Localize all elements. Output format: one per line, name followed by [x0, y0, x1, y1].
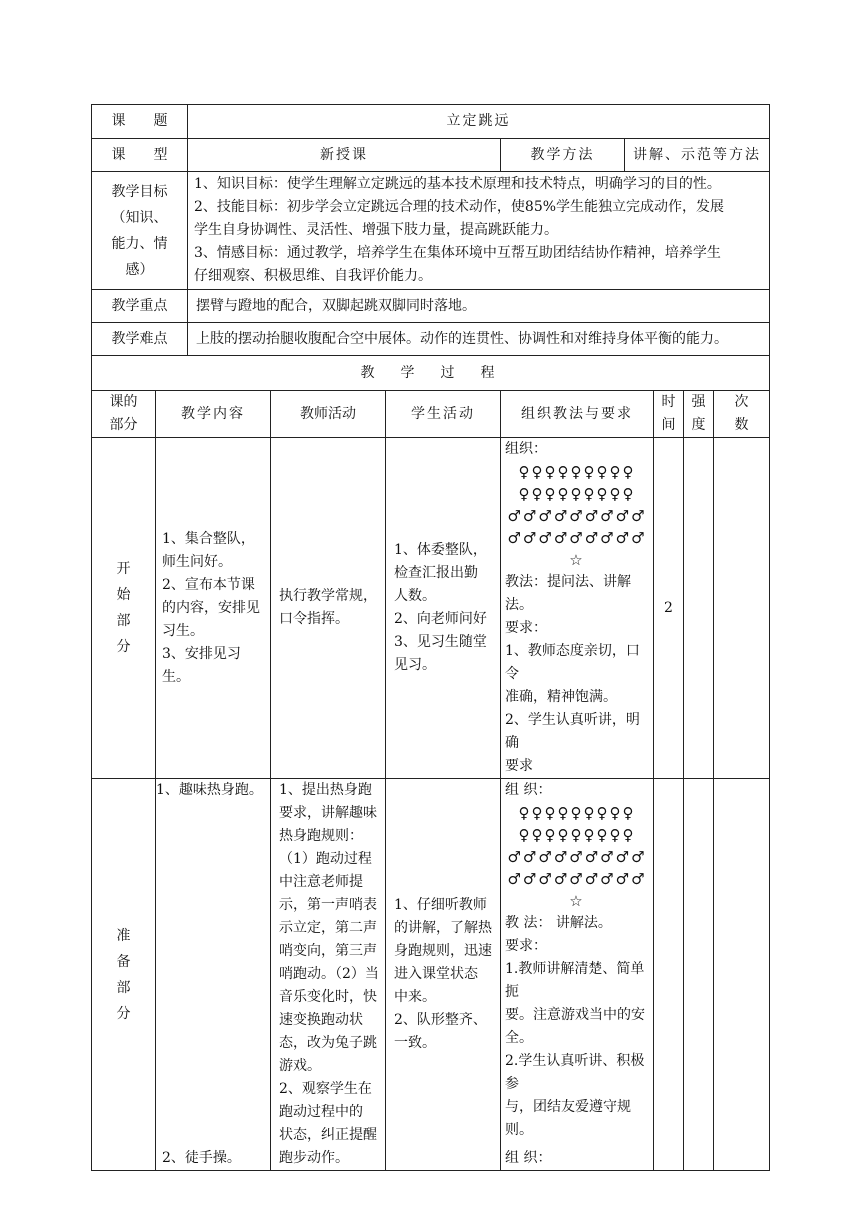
method-value: 讲解、示范等方法 [625, 139, 770, 172]
time-start: 2 [654, 438, 684, 779]
process-title-row [92, 356, 770, 391]
part-start: 开 始 部 分 [92, 438, 156, 779]
objectives-row [92, 172, 770, 290]
col-teacher-header: 教师活动 [271, 391, 386, 438]
objectives-text: 1、知识目标：使学生理解立定跳远的基本技术原理和技术特点，明确学习的目的性。 2、技能目标：初步学会立定跳远合理的技术动作，使85%学生能独立完成动作，发展 学生自身协调性、灵活性、增强下肢力量，提高跳跃能力。 3、情感目标：通过教学，培养学生在集体环境中互帮互助团结结协作精神，培养学生 仔细观察、积极思维、自我评价能力。 [188, 172, 770, 290]
teacher-position-star: ☆ [569, 892, 585, 910]
col-time-header: 时 间 [654, 391, 684, 438]
org-prep: 组 织： ♀♀♀♀♀♀♀♀♀ ♀♀♀♀♀♀♀♀♀ ♂♂♂♂♂♂♂♂♂ ♂♂♂♂♂♂♂♂♂ ☆ 教 法： 讲解法。 要求： 1.教师讲解清楚、简单扼 要。注意游戏当中的安 全。 2.学生认真听讲、积极参 与，团结友爱遵守规则。 组 织： [501, 779, 654, 1171]
type-row [92, 139, 770, 172]
col-content-header: 教学内容 [156, 391, 271, 438]
formation-row: ♀♀♀♀♀♀♀♀♀ [518, 463, 636, 481]
intensity-start [684, 438, 714, 779]
formation-row: ♀♀♀♀♀♀♀♀♀ [518, 485, 636, 503]
process-title: 教 学 过 程 [92, 356, 770, 391]
column-header-row [92, 391, 770, 438]
key-point-value: 摆臂与蹬地的配合，双脚起跳双脚同时落地。 [188, 290, 770, 323]
lesson-plan-page [91, 104, 769, 1171]
method-label: 教学方法 [501, 139, 625, 172]
lesson-plan-table [91, 104, 770, 1171]
teacher-position-star: ☆ [569, 551, 585, 569]
content-prep: 1、趣味热身跑。 2、徒手操。 [156, 779, 271, 1171]
student-start: 1、体委整队， 检查汇报出勤 人数。 2、向老师问好 3、见习生随堂 见习。 [386, 438, 501, 779]
count-prep [714, 779, 770, 1171]
formation-row: ♂♂♂♂♂♂♂♂♂ [507, 870, 647, 888]
col-intensity-header: 强 度 [684, 391, 714, 438]
formation-row: ♂♂♂♂♂♂♂♂♂ [507, 848, 647, 866]
key-point-label: 教学重点 [92, 290, 188, 323]
col-student-header: 学生活动 [386, 391, 501, 438]
table-row [92, 779, 770, 1171]
objectives-label: 教学目标 （知识、 能力、情 感） [92, 172, 188, 290]
content-start: 1、集合整队， 师生问好。 2、宣布本节课 的内容，安排见 习生。 3、安排见习生。 [156, 438, 271, 779]
difficulty-value: 上肢的摆动抬腿收腹配合空中展体。动作的连贯性、协调性和对维持身体平衡的能力。 [188, 323, 770, 356]
difficulty-row [92, 323, 770, 356]
difficulty-label: 教学难点 [92, 323, 188, 356]
formation-row: ♀♀♀♀♀♀♀♀♀ [518, 804, 636, 822]
topic-label: 课 题 [92, 105, 188, 139]
type-value: 新授课 [188, 139, 501, 172]
org-start: 组织： ♀♀♀♀♀♀♀♀♀ ♀♀♀♀♀♀♀♀♀ ♂♂♂♂♂♂♂♂♂ ♂♂♂♂♂♂♂♂♂ ☆ 教法：提问法、讲解法。 要求： 1、教师态度亲切，口令 准确，精神饱满。 2、学生认真听讲，明确 要求 [501, 438, 654, 779]
count-start [714, 438, 770, 779]
key-point-row [92, 290, 770, 323]
time-prep [654, 779, 684, 1171]
teacher-prep: 1、提出热身跑 要求，讲解趣味 热身跑规则： （1）跑动过程 中注意老师提 示，第一声哨表 示立定，第二声 哨变向，第三声 哨跑动。（2）当 音乐变化时，快 速变换跑动状 态，改为兔子跳 游戏。 2、观察学生在 跑动过程中的 状态，纠正提醒 跑步动作。 [271, 779, 386, 1171]
type-label: 课 型 [92, 139, 188, 172]
col-part-header: 课的 部分 [92, 391, 156, 438]
formation-row: ♂♂♂♂♂♂♂♂♂ [507, 529, 647, 547]
student-prep: 1、仔细听教师 的讲解，了解热 身跑规则，迅速 进入课堂状态 中来。 2、队形整齐、 一致。 [386, 779, 501, 1171]
formation-row: ♂♂♂♂♂♂♂♂♂ [507, 507, 647, 525]
topic-row [92, 105, 770, 139]
col-org-header: 组织教法与要求 [501, 391, 654, 438]
part-prep: 准 备 部 分 [92, 779, 156, 1171]
table-row [92, 438, 770, 779]
intensity-prep [684, 779, 714, 1171]
teacher-start: 执行教学常规， 口令指挥。 [271, 438, 386, 779]
col-count-header: 次 数 [714, 391, 770, 438]
formation-row: ♀♀♀♀♀♀♀♀♀ [518, 826, 636, 844]
topic-value: 立定跳远 [188, 105, 770, 139]
